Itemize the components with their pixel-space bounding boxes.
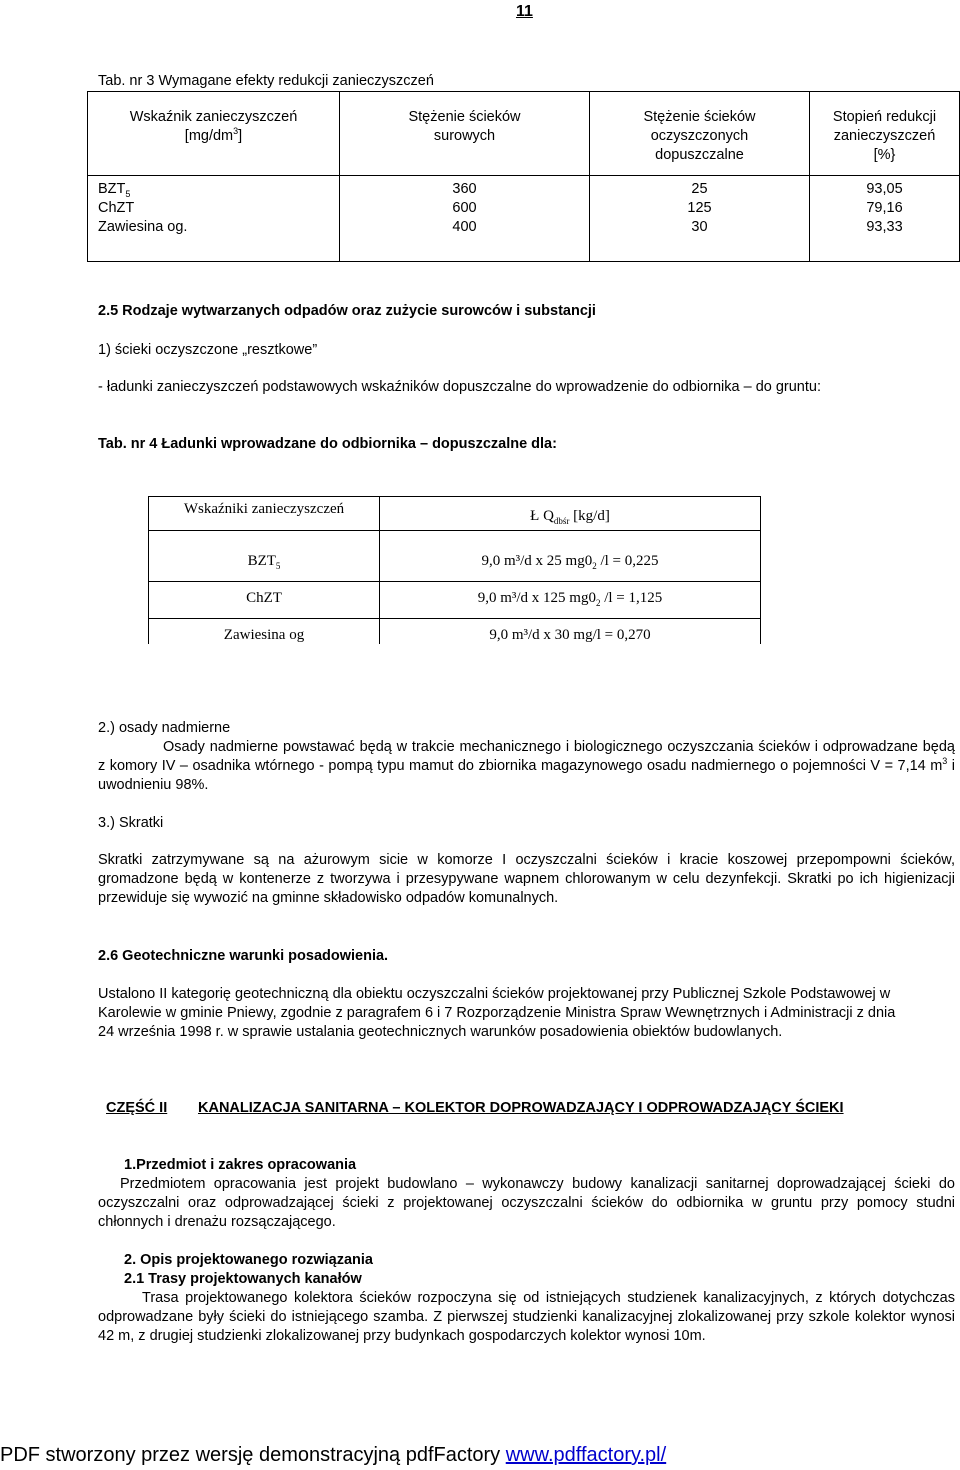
tab4-header-divider [148, 530, 761, 531]
section25-heading: 2.5 Rodzaje wytwarzanych odpadów oraz zużycie surowców i substancji [98, 303, 596, 319]
tab4-header-indicator: Wskaźniki zanieczyszczeń [183, 501, 345, 517]
tab4-row-chzt-name: ChZT [246, 590, 282, 606]
tab3-treated-cell: 25 125 30 [590, 176, 810, 262]
tab3-raw-cell: 360 600 400 [340, 176, 590, 262]
osady-paragraph: Osady nadmierne powstawać będą w trakcie mechanicznego i biologicznego oczyszczania ścieków i odprowadzane będą z komory IV – osadnika wtórnego - pompą typu mamut do zbiornika magazynowego osadu nadmiernego o pojemności V = 7,14 $m^3$ i uwodnieniu 98%. [98, 739, 956, 793]
tab4-row-zaw-name: Zawiesina og [223, 627, 305, 643]
section26-paragraph: Ustalono II kategorię geotechniczną dla obiektu oczyszczalni ścieków projektowanej przy Publicznej Szkole Podstawowej w Karolewie w gminie Pniewy, zgodnie z paragrafem 6 i 7 Rozporządzenie Ministra Spraw Wewnętrznych i Administracji z dnia 24 września 1998 r. w sprawie ustalania geotechnicznych warunków posadowienia obiektów budowlanych. [98, 986, 896, 1040]
sec1-paragraph: Przedmiotem opracowania jest projekt budowlano – wykonawczy budowy kanalizacji sanitarnej doprowadzającej ścieki do oczyszczalni oraz odprowadzającej ścieki z projektowanej oczyszczalni ścieków do odbiornika w gruntu przy pomocy studni chłonnych i drenażu rozsączającego. [98, 1176, 955, 1230]
part2-title: KANALIZACJA SANITARNA – KOLEKTOR DOPROWADZAJĄCY I ODPROWADZAJĄCY ŚCIEKI [198, 1100, 844, 1116]
tab4-header-load: Ł $Q_{dbśr}$ [kg/d] [530, 508, 610, 526]
tab3-table [87, 91, 960, 262]
tab3-title: Tab. nr 3 Wymagane efekty redukcji zanieczyszczeń [98, 73, 434, 89]
section25-loads: - ładunki zanieczyszczeń podstawowych wskaźników dopuszczalne do wprowadzenie do odbiornika – do gruntu: [98, 379, 821, 395]
tab4-row-chzt-formula: 9,0 m³/d x 125 $mg0_2$ /l = 1,125 [477, 590, 663, 608]
sec1-heading: 1.Przedmiot i zakres opracowania [124, 1157, 357, 1173]
sec2-heading: 2. Opis projektowanego rozwiązania [124, 1252, 373, 1268]
sec2-paragraph: Trasa projektowanego kolektora ścieków rozpoczyna się od istniejących studzienek kanalizacyjnych, z których dotychczas odprowadzane były ścieki do istniejącego szamba. Z pierwszej studzienki kanalizacyjnej zlokalizowanej przy szkole kolektor wynosi 42 m, z drugiej studzienki zlokalizowanej przy budynkach gospodarczych kolektor wynosi 10m. [98, 1290, 955, 1344]
skratki-heading: 3.) Skratki [98, 815, 164, 831]
tab3-reduction-cell: 93,05 79,16 93,33 [810, 176, 960, 262]
page-number: 11 [516, 3, 533, 20]
section26-heading: 2.6 Geotechniczne warunki posadowienia. [98, 948, 389, 964]
tab4-row-bzt-name: $BZT_5$ [247, 553, 281, 571]
tab3-header-indicator: Wskaźnik zanieczyszczeń $[mg/dm^3]$ [88, 92, 340, 176]
tab3-header-reduction: Stopień redukcji zanieczyszczeń [%} [810, 92, 960, 176]
tab3-body-row [88, 176, 960, 262]
part2-label: CZĘŚĆ II [106, 1100, 168, 1116]
tab3-header-row [88, 92, 960, 176]
tab4-title: Tab. nr 4 Ładunki wprowadzane do odbiornika – dopuszczalne dla: [98, 436, 557, 452]
tab4-row-bzt-formula: 9,0 m³/d x 25 $mg0_2$ /l = 0,225 [481, 553, 659, 571]
footer [0, 1443, 666, 1467]
tab4-row-divider-1 [148, 581, 761, 582]
osady-heading: 2.) osady nadmierne [98, 720, 231, 736]
tab4-row-divider-2 [148, 618, 761, 619]
section25-item1: 1) ścieki oczyszczone „resztkowe” [98, 342, 318, 358]
tab3-header-raw: Stężenie ścieków surowych [340, 92, 590, 176]
skratki-paragraph: Skratki zatrzymywane są na ażurowym sicie w komorze I oczyszczalni ścieków i kracie koszowej przepompowni ścieków, gromadzone będą w kontenerze z tworzywa i przesypywane wapnem chlorowanym w celu dezynfekcji. Skratki po ich higienizacji przewiduje się wywozić na gminne składowisko odpadów komunalnych. [98, 852, 955, 906]
tab3-indicator-cell: $BZT_5$ ChZT Zawiesina og. [88, 176, 340, 262]
tab3-header-treated: Stężenie ścieków oczyszczonych dopuszczalne [590, 92, 810, 176]
sec2-subheading: 2.1 Trasy projektowanych kanałów [124, 1271, 362, 1287]
footer-link[interactable]: www.pdffactory.pl/ [505, 1444, 667, 1466]
footer-text: PDF stworzony przez wersję demonstracyjną pdfFactory [0, 1444, 506, 1466]
tab4-row-zaw-formula: 9,0 m³/d x 30 mg/l = 0,270 [489, 627, 651, 643]
